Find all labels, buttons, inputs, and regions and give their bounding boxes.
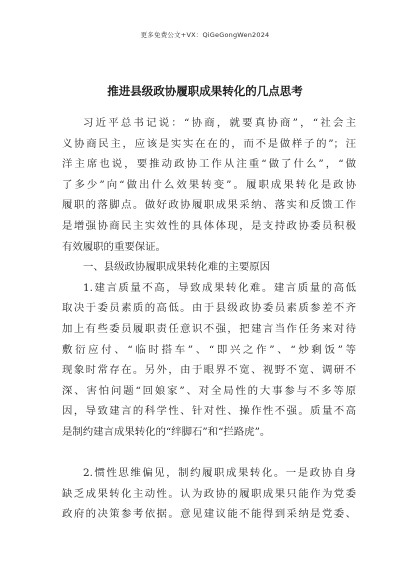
body-line: 义协商民主，应该是实实在在的，而不是做样子的”；汪 <box>62 137 356 150</box>
body-line: 因，导致建言的科学性、针对性、操作性不强。质量不高 <box>62 405 356 418</box>
document-title: 推进县级政协履职成果转化的几点思考 <box>107 84 303 98</box>
body-line: 了多少”向“做出什么效果转变”。履职成果转化是政协 <box>62 178 356 191</box>
body-line: 取决于委员素质的高低。由于县级政协委员素质参差不齐 <box>62 302 356 315</box>
body-line: 缺乏成果转化主动性。认为政协的履职成果只能作为党委 <box>62 487 356 500</box>
body-line: 履职的落脚点。做好政协履职成果采纳、落实和反馈工作 <box>62 199 356 212</box>
body-line: 是制约建言成果转化的“绊脚石”和“拦路虎”。 <box>62 425 271 438</box>
document-body <box>62 113 356 525</box>
body-line: 敷衍应付、“临时搭车”、“即兴之作”、“炒剩饭”等 <box>62 343 356 356</box>
body-line: 2.惯性思维偏见，制约履职成果转化。一是政协自身 <box>83 467 356 480</box>
body-line: 加上有些委员履职责任意识不强，把建言当作任务来对待 <box>62 322 356 335</box>
body-line: 洋主席也说，要推动政协工作从注重“做了什么”，“做 <box>62 158 356 171</box>
body-line: 政府的决策参考依据。意见建议能不能得到采纳是党委、 <box>62 508 356 521</box>
body-line: 是增强协商民主实效性的具体体现，是支持政协委员积极 <box>62 219 356 232</box>
body-line: 习近平总书记说：“协商，就要真协商”，“社会主 <box>83 117 356 129</box>
body-line: 现象时常存在。另外，由于眼界不宽、视野不宽、调研不 <box>62 364 356 377</box>
section-heading: 一、县级政协履职成果转化难的主要原因 <box>83 261 271 274</box>
body-line: 有效履职的重要保证。 <box>62 240 166 253</box>
body-line: 深、害怕问题“回娘家”、对全局性的大事参与不多等原 <box>62 384 356 397</box>
blank-line <box>62 443 356 464</box>
body-line: 1.建言质量不高，导致成果转化难。建言质量的高低 <box>83 281 356 294</box>
header-note: 更多免费公文+VX：QiGeGongWen2024 <box>140 31 270 39</box>
